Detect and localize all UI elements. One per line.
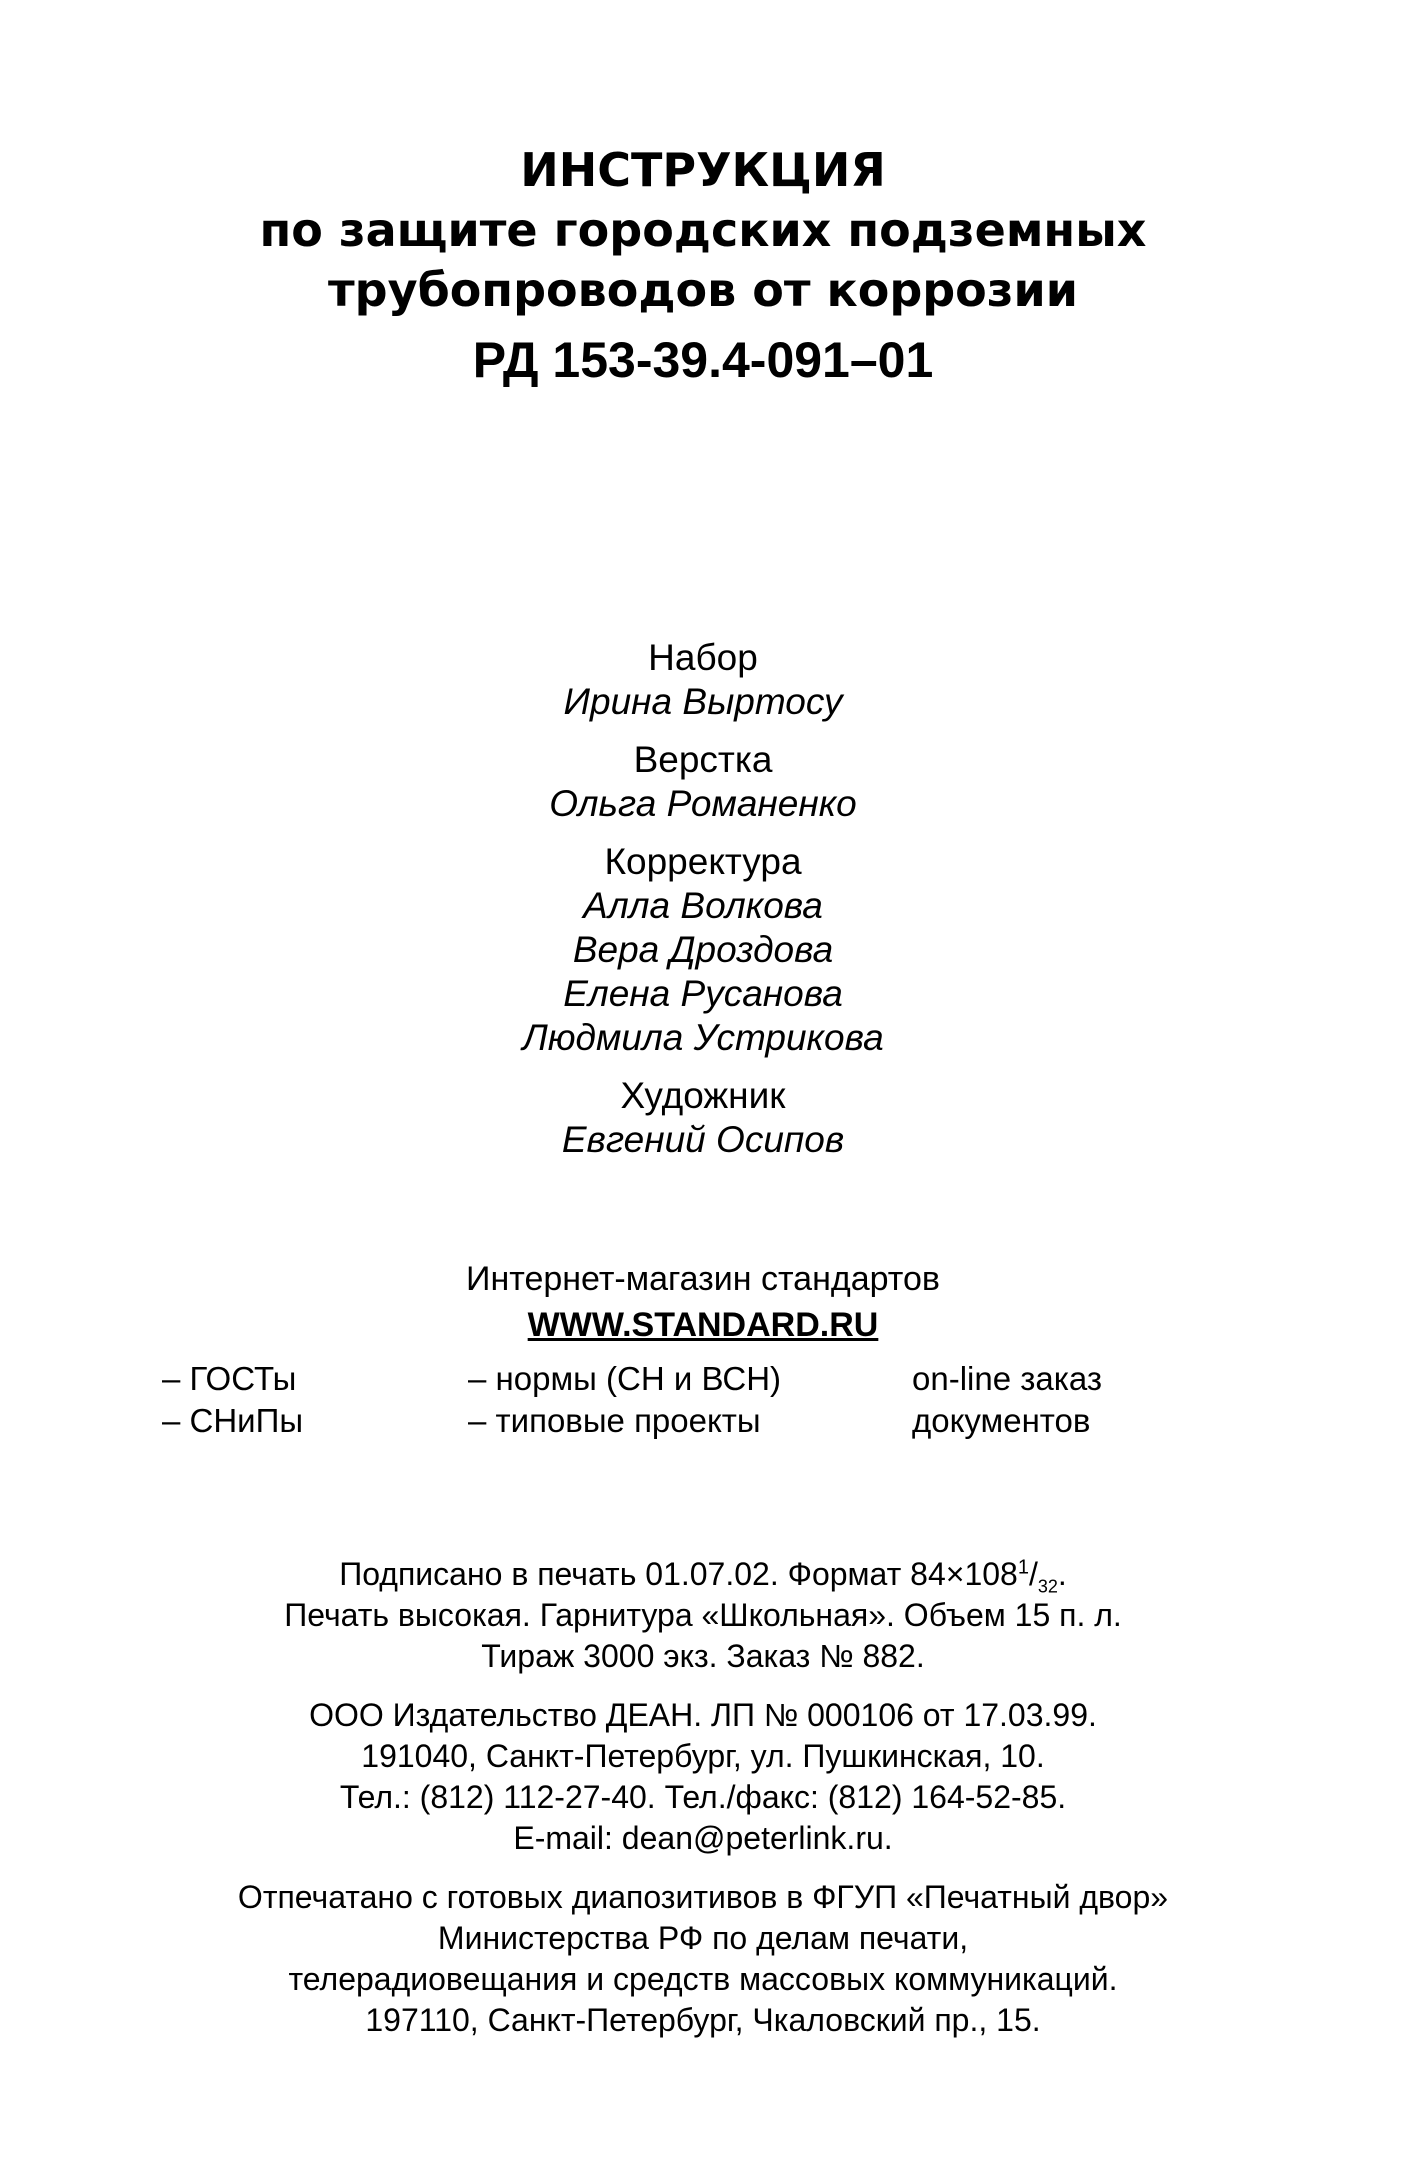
shop-url-link[interactable]: WWW.STANDARD.RU bbox=[527, 1306, 879, 1344]
imprint-address: 191040, Санкт-Петербург, ул. Пушкинская, 10. bbox=[361, 1738, 1045, 1774]
credit-role-layout: Верстка bbox=[633, 739, 773, 780]
credit-person-layout: Ольга Романенко bbox=[549, 783, 857, 824]
format-numerator: 1 bbox=[1017, 1556, 1029, 1579]
imprint-printer-line-3: телерадиовещания и средств массовых коммуникаций. bbox=[288, 1961, 1118, 1997]
credit-person-proofreader: Вера Дроздова bbox=[572, 929, 834, 970]
document-code: РД 153-39.4-091–01 bbox=[472, 332, 934, 388]
imprint-run-line: Тираж 3000 экз. Заказ № 882. bbox=[481, 1638, 925, 1674]
format-denominator: 32 bbox=[1037, 1576, 1058, 1597]
imprint-phones: Тел.: (812) 112-27-40. Тел./факс: (812) 164-52-85. bbox=[339, 1779, 1067, 1815]
document-title: ИНСТРУКЦИЯ bbox=[520, 143, 886, 197]
shop-column-3 bbox=[912, 1358, 1102, 1442]
shop-item: – типовые проекты bbox=[468, 1402, 761, 1439]
shop-column-2 bbox=[468, 1358, 781, 1442]
credit-person-proofreader: Алла Волкова bbox=[583, 885, 823, 926]
document-subtitle-line-1: по защите городских подземных bbox=[259, 203, 1147, 257]
shop-block bbox=[0, 1256, 1406, 1348]
imprint-print-line: Печать высокая. Гарнитура «Школьная». Объем 15 п. л. bbox=[284, 1597, 1122, 1633]
credit-role-artist: Художник bbox=[620, 1075, 786, 1116]
credit-role-typesetting: Набор bbox=[648, 637, 758, 678]
credit-role-proofreading: Корректура bbox=[604, 841, 802, 882]
credit-person-artist: Евгений Осипов bbox=[561, 1119, 845, 1160]
shop-column-1 bbox=[162, 1358, 303, 1442]
imprint-printer-line-2: Министерства РФ по делам печати, bbox=[437, 1920, 969, 1956]
shop-item: – нормы (СН и ВСН) bbox=[468, 1360, 782, 1397]
title-block bbox=[0, 140, 1406, 390]
shop-item: – СНиПы bbox=[162, 1402, 304, 1439]
shop-item: on-line заказ bbox=[912, 1360, 1102, 1397]
imprint-signed-line: Подписано в печать 01.07.02. Формат $84\times 108^1/_{32}$. bbox=[339, 1556, 1067, 1597]
document-subtitle-line-2: трубопроводов от коррозии bbox=[328, 263, 1078, 317]
shop-item: документов bbox=[912, 1402, 1091, 1439]
imprint-printer-line-4: 197110, Санкт-Петербург, Чкаловский пр., 15. bbox=[365, 2002, 1041, 2038]
credit-person-typesetting: Ирина Выртосу bbox=[563, 681, 843, 722]
shop-item: – ГОСТы bbox=[162, 1360, 297, 1397]
imprint-printer-line-1: Отпечатано с готовых диапозитивов в ФГУП «Печатный двор» bbox=[237, 1879, 1169, 1915]
shop-heading: Интернет-магазин стандартов bbox=[466, 1260, 940, 1298]
credit-person-proofreader: Елена Русанова bbox=[563, 973, 843, 1014]
credits-block bbox=[0, 636, 1406, 1162]
imprint-signed-text: Подписано в печать 01.07.02. Формат 84×108 bbox=[339, 1556, 1018, 1592]
imprint-publisher: ООО Издательство ДЕАН. ЛП № 000106 от 17.03.99. bbox=[309, 1697, 1097, 1733]
credit-person-proofreader: Людмила Устрикова bbox=[522, 1017, 884, 1058]
imprint-block bbox=[0, 1554, 1406, 2041]
imprint-email: E-mail: dean@peterlink.ru. bbox=[513, 1820, 893, 1856]
imprint-signed-suffix: . bbox=[1057, 1556, 1067, 1592]
